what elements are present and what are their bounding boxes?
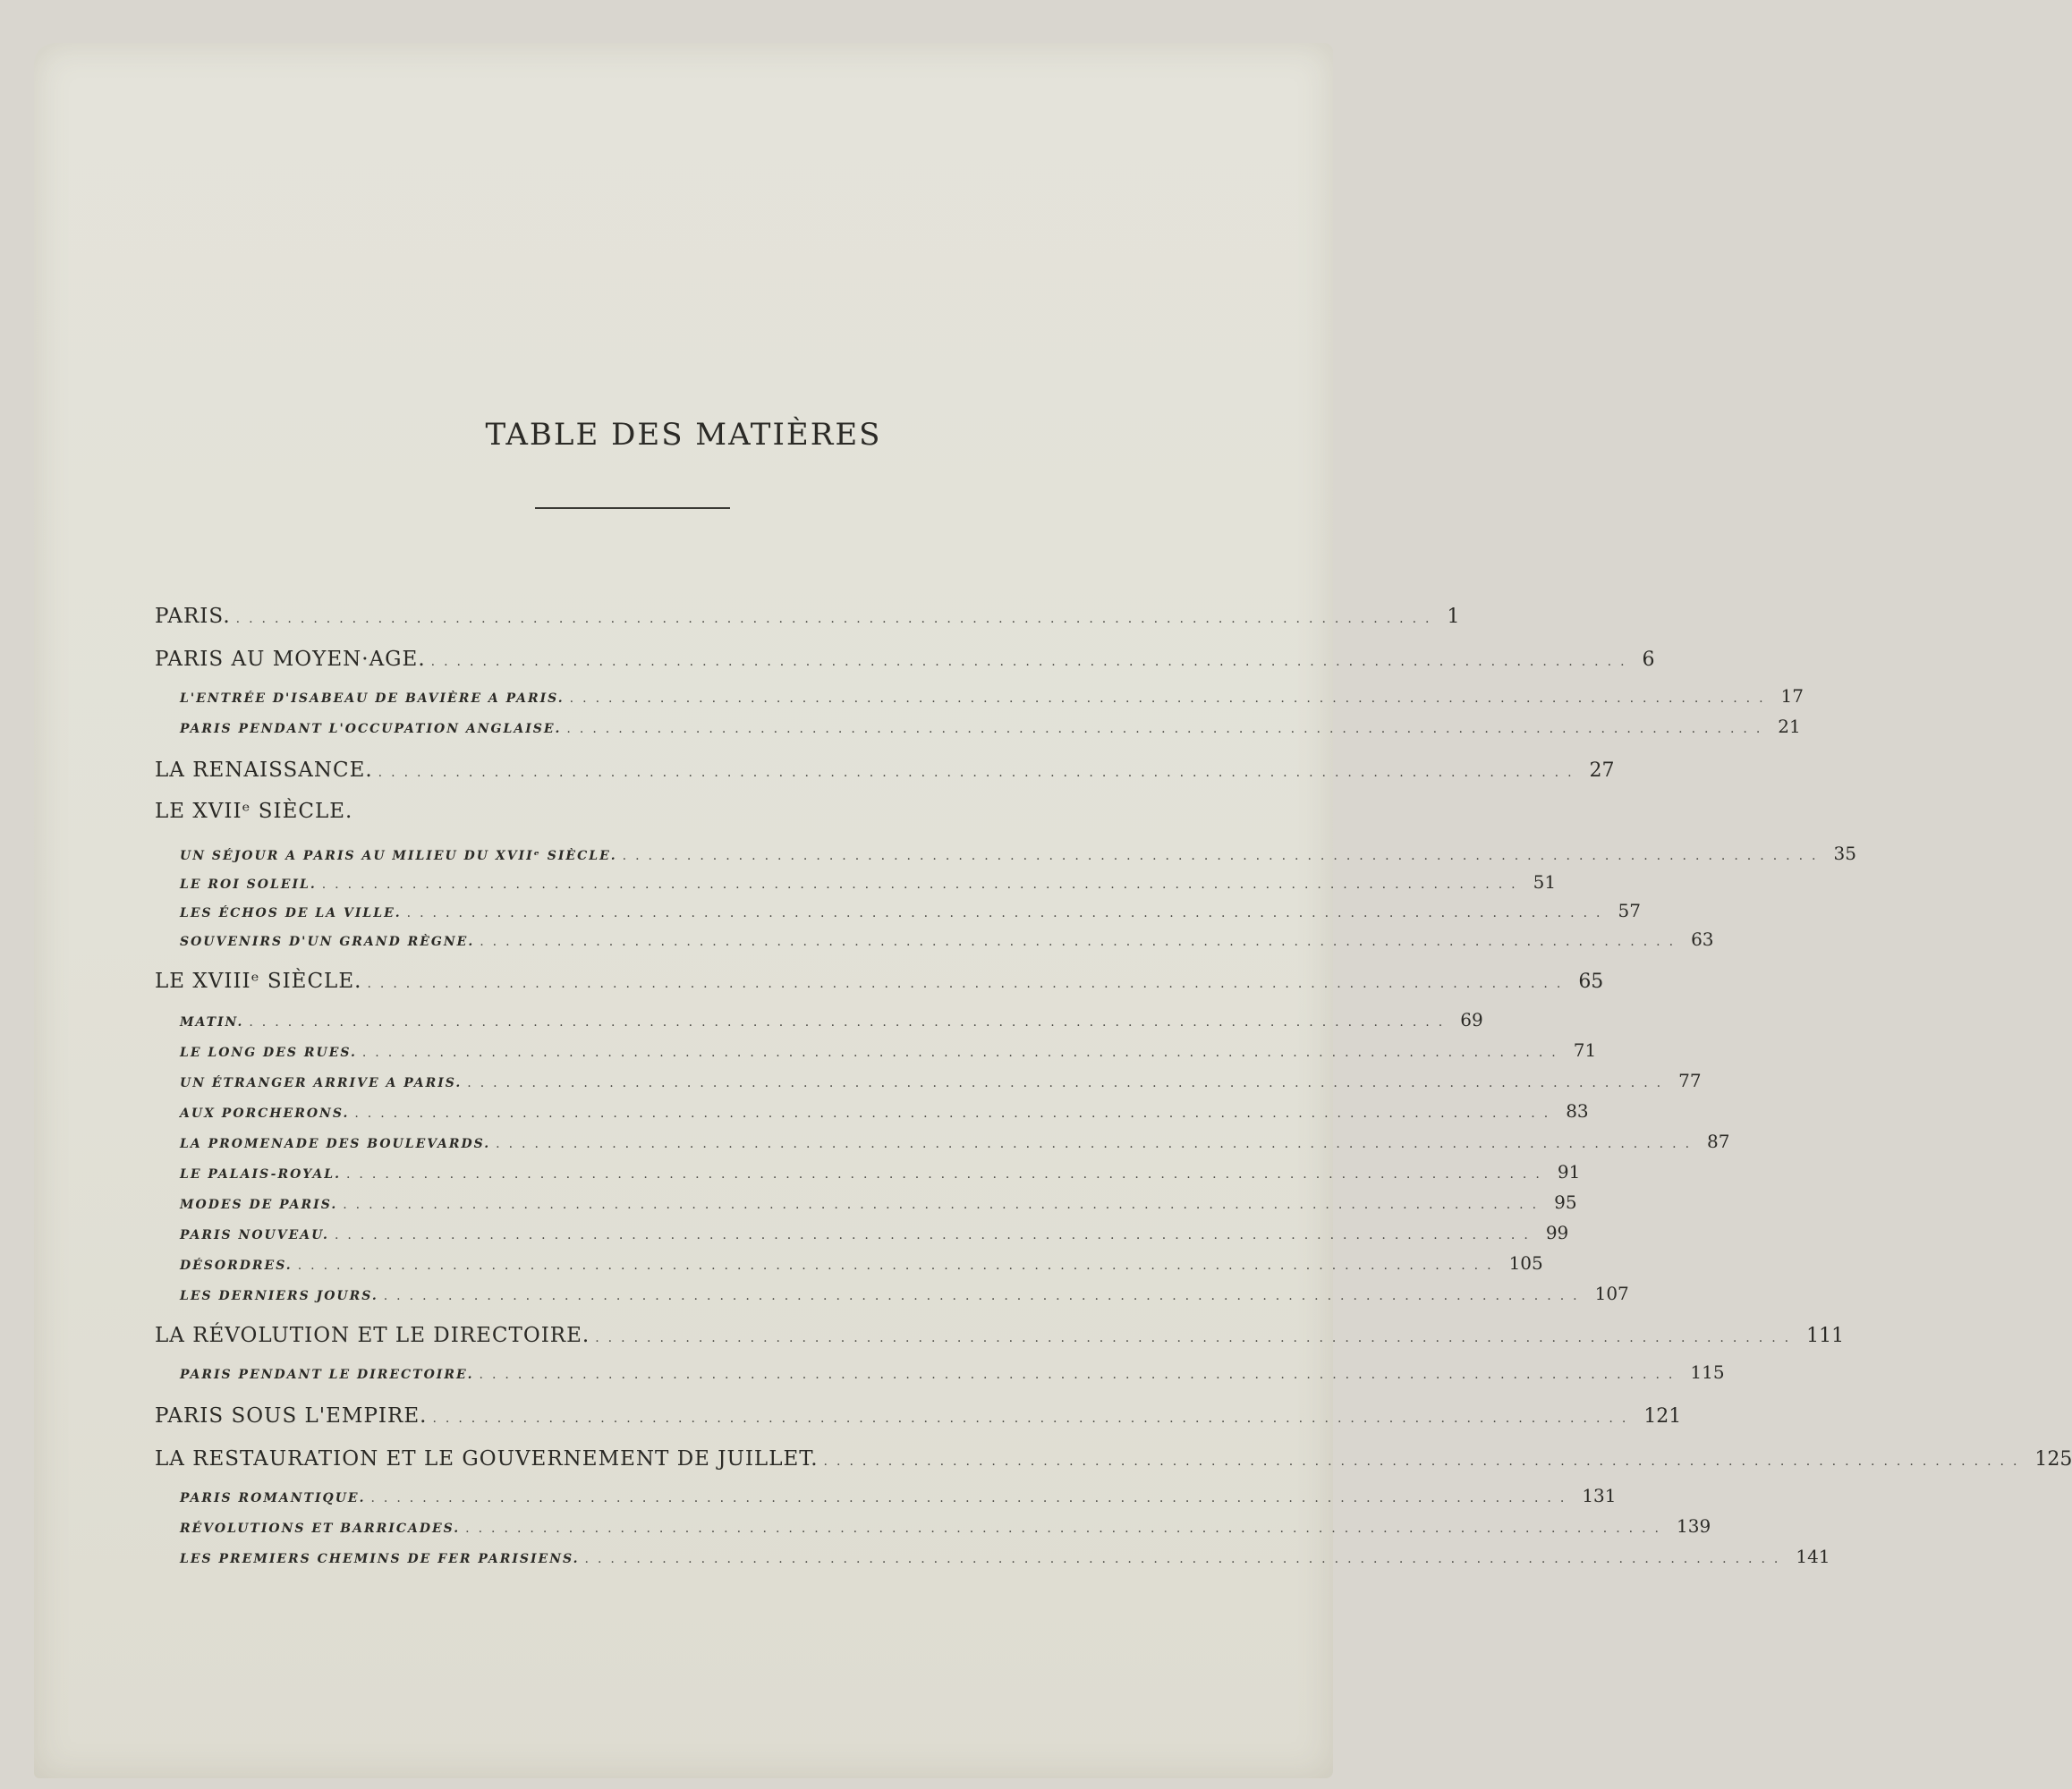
toc-entry — [155, 1191, 1577, 1213]
toc-entry-page: 91 — [1557, 1161, 1581, 1183]
toc-entry — [155, 648, 1655, 671]
toc-entry-label: LE PALAIS-ROYAL. — [180, 1167, 341, 1182]
toc-entry — [155, 1161, 1581, 1183]
toc-entry-label: L'ENTRÉE D'ISABEAU DE BAVIÈRE A PARIS. — [180, 691, 565, 706]
leader-dots: ............................................................................................. — [622, 849, 1825, 863]
toc-entry-label: PARIS PENDANT L'OCCUPATION ANGLAISE. — [180, 722, 562, 736]
toc-entry — [155, 1009, 1483, 1030]
toc-entry-page: 65 — [1578, 971, 1604, 993]
leader-dots: ............................................................................................. — [343, 1198, 1546, 1212]
toc-entry — [155, 1252, 1543, 1274]
toc-entry-label: LES ÉCHOS DE LA VILLE. — [180, 906, 402, 920]
title-rule — [535, 507, 730, 509]
leader-dots: ............................................................................................. — [595, 1331, 1798, 1345]
toc-entry-page: 1 — [1447, 606, 1460, 628]
toc-entry — [155, 970, 1604, 993]
toc-entry-label: LES PREMIERS CHEMINS DE FER PARISIENS. — [180, 1552, 580, 1566]
toc-entry — [155, 900, 1641, 921]
toc-entry — [155, 1361, 1725, 1383]
toc-entry — [155, 1404, 1682, 1428]
toc-entry — [155, 1485, 1617, 1506]
toc-entry-label: RÉVOLUTIONS ET BARRICADES. — [180, 1522, 461, 1536]
toc-entry-label: PARIS NOUVEAU. — [180, 1228, 329, 1242]
toc-entry-label: PARIS SOUS L'EMPIRE. — [155, 1404, 428, 1428]
toc-entry — [155, 1324, 1845, 1347]
toc-entry — [155, 1515, 1711, 1537]
toc-entry-page: 115 — [1690, 1361, 1725, 1383]
toc-entry-page: 125 — [2034, 1448, 2072, 1471]
toc-entry-label: DÉSORDRES. — [180, 1259, 293, 1273]
book-page — [34, 43, 2072, 1778]
toc-entry — [155, 1100, 1589, 1122]
toc-entry-label: PARIS AU MOYEN·AGE. — [155, 648, 426, 671]
leader-dots: ............................................................................................. — [249, 1015, 1452, 1030]
toc-entry-label: MATIN. — [180, 1015, 244, 1030]
toc-entry-page: 131 — [1582, 1485, 1617, 1506]
toc-entry-label: PARIS ROMANTIQUE. — [180, 1491, 366, 1505]
toc-entry — [155, 1131, 1730, 1152]
toc-entry-page: 6 — [1642, 649, 1655, 671]
toc-entry-page: 21 — [1778, 716, 1801, 737]
toc-entry-label: LA RÉVOLUTION ET LE DIRECTOIRE. — [155, 1324, 590, 1347]
toc-entry-label: PARIS PENDANT LE DIRECTOIRE. — [180, 1368, 474, 1382]
leader-dots: ............................................................................................. — [432, 1412, 1635, 1426]
leader-dots: ............................................................................................. — [569, 691, 1772, 706]
toc-entry-page: 87 — [1707, 1131, 1730, 1152]
toc-entry-page: 69 — [1460, 1009, 1483, 1030]
toc-entry-page: 17 — [1780, 685, 1804, 707]
toc-entry — [155, 1283, 1629, 1304]
leader-dots: ............................................................................................. — [480, 935, 1683, 949]
leader-dots: ............................................................................................. — [334, 1228, 1537, 1242]
leader-dots: ............................................................................................. — [235, 612, 1439, 626]
toc-entry — [155, 843, 1856, 864]
toc-section-heading — [155, 800, 1157, 823]
toc-entry-label: LA RENAISSANCE. — [155, 759, 373, 782]
toc-entry-label: LE ROI SOLEIL. — [180, 878, 317, 892]
toc-entry — [155, 716, 1801, 737]
toc-entry-page: 77 — [1678, 1070, 1702, 1091]
toc-entry-label: LE XVIIᵉ SIÈCLE. — [155, 800, 353, 823]
leader-dots: ............................................................................................. — [383, 1289, 1586, 1303]
toc-entry-page: 51 — [1533, 871, 1557, 893]
toc-entry-label: LA PROMENADE DES BOULEVARDS. — [180, 1137, 491, 1151]
toc-entry — [155, 1222, 1569, 1243]
toc-entry — [155, 605, 1460, 628]
toc-entry-label: SOUVENIRS D'UN GRAND RÈGNE. — [180, 935, 475, 949]
leader-dots: ............................................................................................. — [321, 878, 1524, 892]
toc-entry — [155, 1546, 1830, 1567]
toc-entry — [155, 1447, 2072, 1471]
toc-entry-page: 105 — [1508, 1252, 1543, 1274]
toc-entry — [155, 759, 1615, 782]
leader-dots: ............................................................................................. — [345, 1167, 1549, 1182]
leader-dots: ............................................................................................. — [584, 1552, 1788, 1566]
leader-dots: ............................................................................................. — [370, 1491, 1574, 1505]
toc-entry-page: 139 — [1677, 1515, 1711, 1537]
leader-dots: ............................................................................................. — [406, 906, 1609, 920]
leader-dots: ............................................................................................. — [378, 766, 1581, 780]
leader-dots: ............................................................................................. — [297, 1259, 1500, 1273]
toc-entry-page: 141 — [1796, 1546, 1830, 1567]
toc-entry-page: 63 — [1691, 928, 1714, 950]
toc-entry-page: 71 — [1573, 1039, 1597, 1061]
toc-entry — [155, 685, 1804, 707]
page-title: TABLE DES MATIÈRES — [485, 417, 882, 453]
leader-dots: ............................................................................................. — [465, 1522, 1669, 1536]
leader-dots: ............................................................................................. — [367, 977, 1570, 991]
toc-entry-label: PARIS. — [155, 605, 231, 628]
toc-entry-page: 27 — [1589, 759, 1615, 782]
leader-dots: ............................................................................................. — [361, 1046, 1565, 1060]
toc-entry — [155, 1070, 1702, 1091]
toc-entry-page: 107 — [1594, 1283, 1629, 1304]
toc-entry-page: 95 — [1554, 1191, 1577, 1213]
toc-entry-page: 121 — [1643, 1405, 1682, 1428]
toc-entry-page: 83 — [1566, 1100, 1589, 1122]
toc-entry-label: LE LONG DES RUES. — [180, 1046, 357, 1060]
toc-entry-page: 57 — [1618, 900, 1641, 921]
leader-dots: ............................................................................................. — [467, 1076, 1670, 1090]
leader-dots: ............................................................................................. — [496, 1137, 1699, 1151]
leader-dots: ............................................................................................. — [354, 1106, 1558, 1121]
leader-dots: ............................................................................................. — [566, 722, 1770, 736]
toc-entry-label: MODES DE PARIS. — [180, 1198, 338, 1212]
toc-entry-label: LE XVIIIᵉ SIÈCLE. — [155, 970, 362, 993]
leader-dots: ............................................................................................. — [430, 655, 1634, 669]
toc-entry-label: AUX PORCHERONS. — [180, 1106, 350, 1121]
leader-dots: ............................................................................................. — [823, 1454, 2026, 1469]
toc-entry-label: LA RESTAURATION ET LE GOUVERNEMENT DE JUILLET. — [155, 1447, 819, 1471]
toc-entry-label: UN SÉJOUR A PARIS AU MILIEU DU XVIIᵉ SIÈCLE. — [180, 849, 617, 863]
toc-entry-label: LES DERNIERS JOURS. — [180, 1289, 378, 1303]
toc-entry — [155, 1039, 1597, 1061]
toc-entry-page: 35 — [1833, 843, 1856, 864]
toc-entry-label: UN ÉTRANGER ARRIVE A PARIS. — [180, 1076, 463, 1090]
toc-entry — [155, 928, 1714, 950]
leader-dots: ............................................................................................. — [479, 1368, 1682, 1382]
toc-entry-page: 99 — [1545, 1222, 1569, 1243]
toc-entry — [155, 871, 1557, 893]
toc-entry-page: 111 — [1806, 1325, 1845, 1347]
